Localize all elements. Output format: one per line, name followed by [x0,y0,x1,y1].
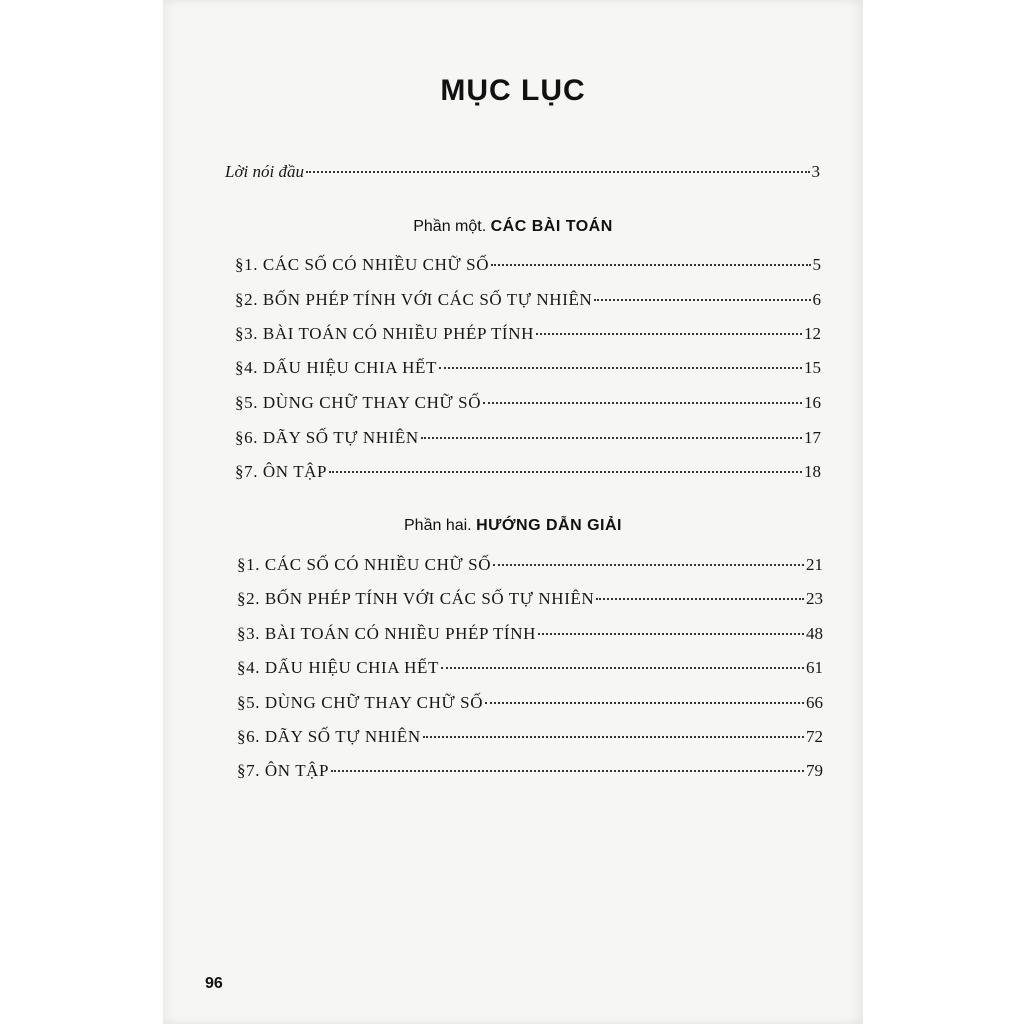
toc-entry-label: Lời nói đầu [225,162,304,181]
toc-entry-label: §2. BỐN PHÉP TÍNH VỚI CÁC SỐ TỰ NHIÊN [237,589,595,608]
part-two-prefix: Phần hai. [404,517,472,534]
toc-entry [235,391,821,415]
toc-entry-page: 15 [804,358,821,377]
toc-entry [237,553,823,577]
toc-entry-label: §4. DẤU HIỆU CHIA HẾT [235,358,437,377]
toc-entry-label: §1. CÁC SỐ CÓ NHIỀU CHỮ SỐ [237,555,492,574]
toc-entry-label: §3. BÀI TOÁN CÓ NHIỀU PHÉP TÍNH [235,324,534,343]
toc-leader-dots [596,598,804,600]
toc-entry-label: §4. DẤU HIỆU CHIA HẾT [237,658,439,677]
toc-entry-preface [225,160,820,184]
toc-entry [237,656,823,680]
toc-entry-label: §1. CÁC SỐ CÓ NHIỀU CHỮ SỐ [235,255,490,274]
toc-entry-page: 5 [812,255,821,274]
toc-entry-page: 17 [804,428,821,447]
toc-leader-dots [439,367,802,369]
toc-entry-label: §7. ÔN TẬP [237,761,330,780]
part-one-heading [163,218,863,236]
toc-leader-dots [331,770,804,772]
toc-leader-dots [483,402,802,404]
toc-entry-label: §7. ÔN TẬP [235,462,328,481]
toc-entry-label: §3. BÀI TOÁN CÓ NHIỀU PHÉP TÍNH [237,624,536,643]
toc-leader-dots [421,437,802,439]
toc-entry-label: §5. DÙNG CHỮ THAY CHỮ SỐ [235,393,482,412]
toc-leader-dots [538,633,804,635]
toc-entry [235,460,821,484]
part-one-prefix: Phần một. [413,218,487,235]
toc-entry-page: 66 [806,693,823,712]
toc-entry-page: 48 [806,624,823,643]
toc-entry [235,322,821,346]
toc-leader-dots [594,299,810,301]
toc-leader-dots [536,333,802,335]
toc-entry [237,622,823,646]
part-one-name: CÁC BÀI TOÁN [490,218,613,235]
toc-entry-label: §2. BỐN PHÉP TÍNH VỚI CÁC SỐ TỰ NHIÊN [235,290,593,309]
page-title: MỤC LỤC [440,74,586,107]
toc-entry [237,759,823,783]
toc-entry-label: §6. DÃY SỐ TỰ NHIÊN [235,428,419,447]
toc-leader-dots [491,264,810,266]
toc-leader-dots [493,564,804,566]
part-two-name: HƯỚNG DẪN GIẢI [476,517,622,534]
toc-entry [235,253,821,277]
toc-entry [237,691,823,715]
toc-entry-page: 23 [806,589,823,608]
toc-entry-page: 3 [811,162,820,181]
toc-leader-dots [329,471,802,473]
toc-entry-label: §6. DÃY SỐ TỰ NHIÊN [237,727,421,746]
toc-entry-page: 21 [806,555,823,574]
toc-entry-page: 18 [804,462,821,481]
toc-leader-dots [423,736,804,738]
toc-entry [235,426,821,450]
toc-entry-page: 6 [812,290,821,309]
toc-entry-page: 61 [806,658,823,677]
toc-entry-page: 16 [804,393,821,412]
toc-entry-label: §5. DÙNG CHỮ THAY CHỮ SỐ [237,693,484,712]
toc-entry [237,587,823,611]
toc-entry [235,288,821,312]
page-number: 96 [205,975,223,992]
toc-entry-page: 72 [806,727,823,746]
toc-leader-dots [306,171,810,173]
toc-entry-page: 12 [804,324,821,343]
toc-entry-page: 79 [806,761,823,780]
part-two-heading [163,517,863,535]
toc-leader-dots [485,702,804,704]
toc-entry [235,356,821,380]
toc-entry [237,725,823,749]
book-page [163,0,863,1024]
toc-leader-dots [441,667,804,669]
